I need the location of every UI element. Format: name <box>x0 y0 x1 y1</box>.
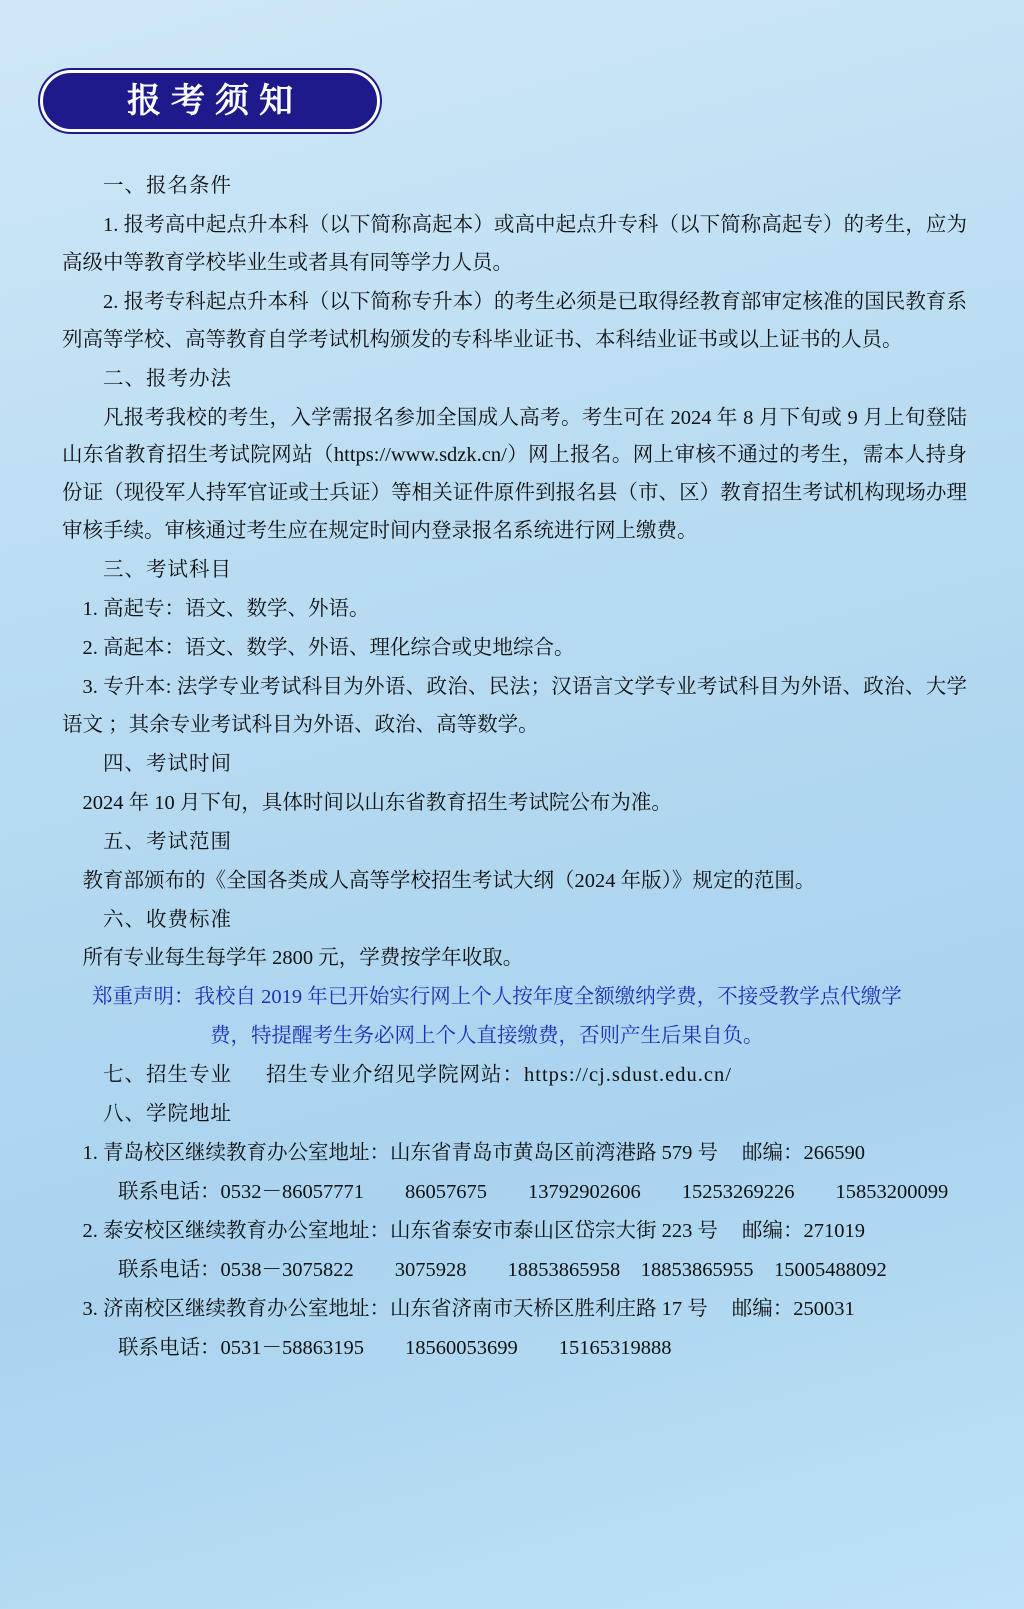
section-4-paragraph-1: 2024 年 10 月下旬，具体时间以山东省教育招生考试院公布为准。 <box>82 791 672 814</box>
title-banner <box>40 70 380 132</box>
campus-1-address-text: 1. 青岛校区继续教育办公室地址：山东省青岛市黄岛区前湾港路 579 号 <box>82 1142 718 1165</box>
section-5-paragraph-1: 教育部颁布的《全国各类成人高等学校招生考试大纲（2024 年版）》规定的范围。 <box>82 869 816 892</box>
campus-3-address-text: 3. 济南校区继续教育办公室地址：山东省济南市天桥区胜利庄路 17 号 <box>82 1297 708 1320</box>
section-heading-8: 八、学院地址 <box>103 1103 232 1126</box>
title-plate <box>40 70 380 132</box>
section-6-paragraph-1: 所有专业每生每学年 2800 元，学费按学年收取。 <box>82 947 524 970</box>
campus-3-telephone-row <box>62 1330 967 1368</box>
section-1-paragraph-2: 2. 报考专科起点升本科（以下简称专升本）的考生必须是已取得经教育部审定核准的国民教育系列高等学校、高等教育自学考试机构颁发的专科毕业证书、本科结业证书或以上证书的人员。 <box>62 290 967 351</box>
section-7-paragraph-1: 招生专业介绍见学院网站：https://cj.sdust.edu.cn/ <box>266 1064 732 1087</box>
campus-1-tel-label: 联系电话： <box>118 1180 221 1203</box>
document-body <box>62 168 967 1369</box>
section-heading-6: 六、收费标准 <box>103 908 232 931</box>
section-heading-5: 五、考试范围 <box>103 830 232 853</box>
section-2-paragraph-1: 凡报考我校的考生，入学需报名参加全国成人高考。考生可在 2024 年 8 月下旬或 9 月上旬登陆山东省教育招生考试院网站（https://www.sdzk.cn/）网上报名。网上审核不通过的考生，需本人持身份证（现役军人持军官证或士兵证）等相关证件原件到报名县（市、区）教育招生考试机构现场办理审核手续。审核通过考生应在规定时间内登录报名系统进行网上缴费。 <box>62 406 967 543</box>
section-3-paragraph-1: 1. 高起专：语文、数学、外语。 <box>82 598 370 621</box>
campus-2-tel-values: 0538－3075822 3075928 18853865958 18853865955 15005488092 <box>220 1258 887 1281</box>
campus-2-tel-label: 联系电话： <box>118 1258 221 1281</box>
section-6-note-line-1: 郑重声明：我校自 2019 年已开始实行网上个人按年度全额缴纳学费，不接受教学点代缴学 <box>92 986 902 1009</box>
section-heading-3: 三、考试科目 <box>103 559 232 582</box>
section-6-note-line-2: 费，特提醒考生务必网上个人直接缴费，否则产生后果自负。 <box>210 1025 764 1048</box>
section-heading-2: 二、报考办法 <box>103 367 232 390</box>
campus-address-1 <box>62 1135 967 1173</box>
campus-3-tel-values: 0531－58863195 18560053699 15165319888 <box>220 1336 672 1359</box>
campus-address-3 <box>62 1291 967 1329</box>
section-heading-1: 一、报名条件 <box>103 175 232 197</box>
section-7-row <box>62 1057 967 1095</box>
section-heading-4: 四、考试时间 <box>103 752 232 775</box>
section-3-paragraph-2: 2. 高起本：语文、数学、外语、理化综合或史地综合。 <box>82 637 575 660</box>
section-heading-7: 七、招生专业 <box>103 1064 232 1087</box>
campus-1-postcode: 邮编：266590 <box>742 1142 865 1165</box>
campus-address-2 <box>62 1213 967 1251</box>
campus-1-telephone-row <box>62 1174 967 1212</box>
section-1-paragraph-1: 1. 报考高中起点升本科（以下简称高起本）或高中起点升专科（以下简称高起专）的考生，应为高级中等教育学校毕业生或者具有同等学力人员。 <box>62 213 967 274</box>
section-3-paragraph-3: 3. 专升本: 法学专业考试科目为外语、政治、民法；汉语言文学专业考试科目为外语、政治、大学语文 ；其余专业考试科目为外语、政治、高等数学。 <box>62 675 967 736</box>
campus-2-telephone-row <box>62 1252 967 1290</box>
campus-3-tel-label: 联系电话： <box>118 1336 221 1359</box>
campus-1-tel-values: 0532－86057771 86057675 13792902606 15253269226 15853200099 <box>220 1180 949 1203</box>
page-title: 报考须知 <box>127 81 303 121</box>
campus-2-address-text: 2. 泰安校区继续教育办公室地址：山东省泰安市泰山区岱宗大街 223 号 <box>82 1219 718 1242</box>
campus-3-postcode: 邮编：250031 <box>731 1297 855 1320</box>
campus-2-postcode: 邮编：271019 <box>742 1219 865 1242</box>
